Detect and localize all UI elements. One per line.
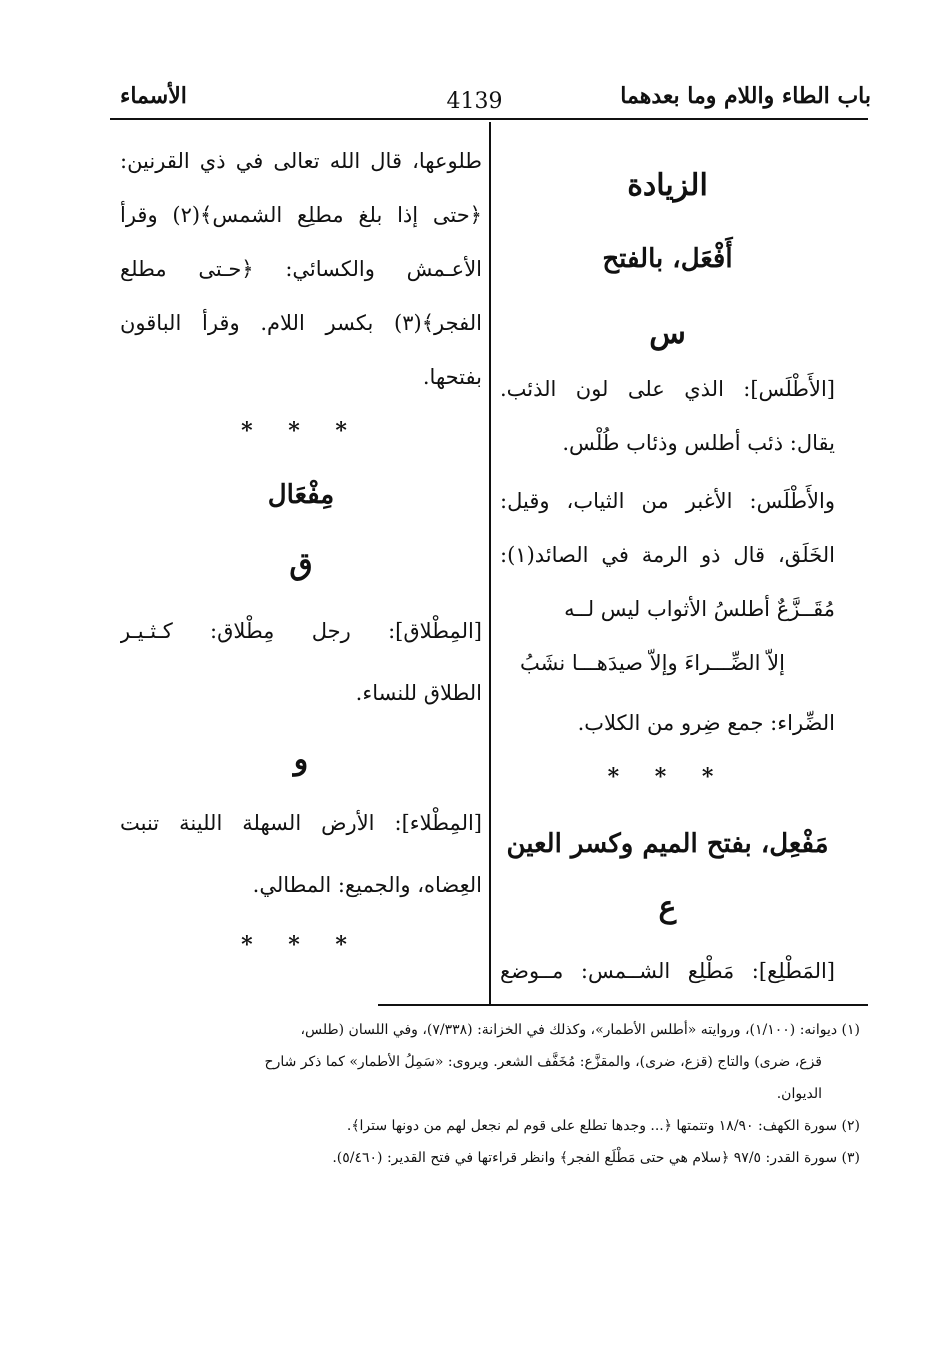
letter-ain: ع [658,890,677,925]
footnote-1: (١) ديوانه: (١/١٠٠)، وروايته «أطلس الأطمار»، وكذلك في الخزانة: (٧/٣٣٨)، وفي اللسان (طلس، [300,1022,860,1038]
heading-mifal: مِفْعَال [267,480,335,510]
entry-mitlaq-cont: الطلاق للنساء. [355,681,482,705]
entry-mitla: [المِطْلاء]: الأرض السهلة اللينة تنبت [120,811,482,835]
reading-alamash: الأعـمش والكسائي: ﴿حـتى مطلع [120,257,482,281]
footnote-3: (٣) سورة القدر: ٩٧/٥ ﴿سلام هي حتى مَطْلَع الفجر﴾ وانظر قراءتها في فتح القدير: (٥/٤٦٠). [332,1150,860,1166]
footnote-2: (٢) سورة الكهف: ١٨/٩٠ وتتمتها ﴿... وجدها تطلع على قوم لم نجعل لهم من دونها سترا﴾. [346,1118,860,1134]
section-title: الأسماء [120,83,187,109]
section-separator: * * * [607,764,728,790]
heading-zyada: الزيادة [627,168,708,203]
letter-sin: س [649,316,686,351]
letter-waw: و [293,742,309,777]
left-column [120,134,482,972]
right-column [500,140,835,998]
heading-afal: أَفْعَل، بالفتح [602,244,733,274]
section-separator: * * * [241,418,361,444]
entry-mitla-cont: العِضاه، والجميع: المطالي. [252,873,482,897]
footnotes [100,1014,860,1174]
verse-line-1: مُقَــزَّعٌ أطلسُ الأثواب ليس لــه [564,597,835,621]
header-rule [110,118,868,120]
reading-fath: بفتحها. [422,365,482,389]
running-title: باب الطاء واللام وما بعدهما [620,83,871,109]
footnote-rule [378,1004,868,1006]
entry-atlas-2: والأَطْلَس: الأغبر من الثياب، وقيل: [500,489,835,513]
entry-matla-cont: طلوعها، قال الله تعالى في ذي القرنين: [120,149,482,173]
entry-atlas-quote: الخَلَق، قال ذو الرمة في الصائد(١): [500,543,835,567]
entry-matla: [المَطْلِع]: مَطْلِع الشــمس: مــوضع [500,959,835,983]
column-divider [489,122,491,1004]
entry-atlas: [الأَطْلَس]: الذي على لون الذئب. [500,377,835,401]
heading-mafil: مَفْعِل، بفتح الميم وكسر العين [506,829,829,859]
letter-qaf: ق [289,547,313,582]
section-separator: * * * [241,932,361,958]
reading-kasr: الفجر﴾(٣) بكسر اللام. وقرأ الباقون [120,311,482,335]
entry-dira: الضِّراء: جمع ضِرو من الكلاب. [577,711,835,735]
page-number: 4139 [446,89,503,114]
verse-line-2: إلاّ الضِّـــراءَ وإلاّ صيدَهـــا نشَبُ [520,651,785,675]
footnote-1-end: الديوان. [776,1086,822,1102]
entry-atlas-usage: يقال: ذئب أطلس وذئاب طُلْس. [562,431,835,455]
footnote-1-cont: قزع، ضرى) والتاج (قزع، ضرى)، والمقزَّع: مُخَفَّف الشعر. ويروى: «سَمِلُ الأطمار» كما ذكر شارح [264,1054,822,1070]
entry-mitlaq: [المِطْلاق]: رجل مِطْلاق: كـثـيـر [120,619,482,643]
quran-quote-1: ﴿حتى إذا بلغ مطلِع الشمس﴾(٢) وقرأ [120,203,482,227]
